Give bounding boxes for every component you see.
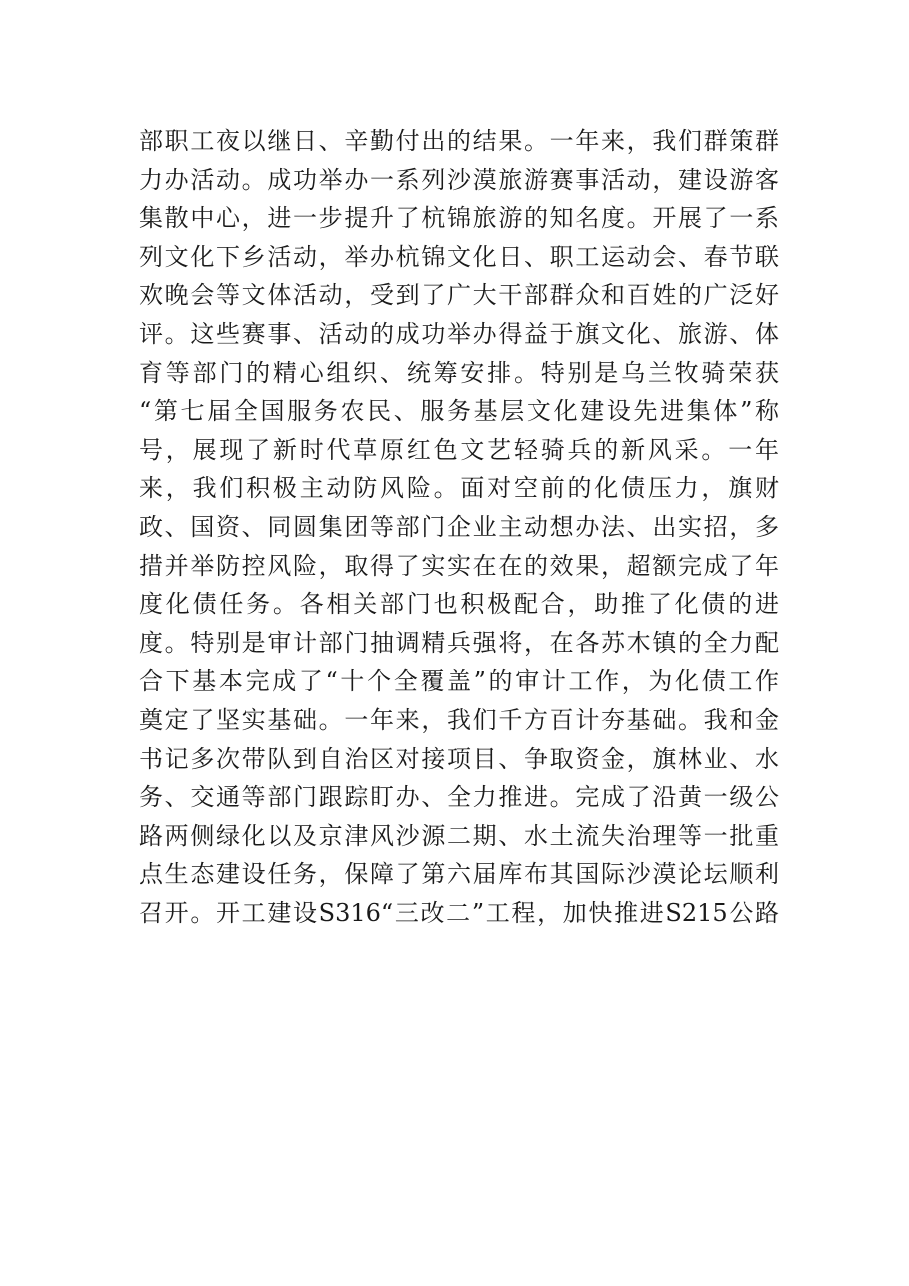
text-line: 合下基本完成了“十个全覆盖”的审计工作，为化债工作 [139, 667, 779, 696]
text-line: 育等部门的精心组织、统筹安排。特别是乌兰牧骑荣获 [139, 358, 779, 387]
text-line: 措并举防控风险，取得了实实在在的效果，超额完成了年 [139, 551, 779, 580]
text-line: “第七届全国服务农民、服务基层文化建设先进集体”称 [139, 397, 779, 426]
text-line: 集散中心，进一步提升了杭锦旅游的知名度。开展了一系 [139, 204, 779, 233]
text-line: 奠定了坚实基础。一年来，我们千方百计夯基础。我和金 [139, 705, 779, 734]
text-line: 来，我们积极主动防风险。面对空前的化债压力，旗财 [139, 474, 779, 503]
body-text [139, 122, 779, 932]
text-line: 召开。开工建设S316“三改二”工程，加快推进S215公路 [139, 898, 779, 927]
text-line: 点生态建设任务，保障了第六届库布其国际沙漠论坛顺利 [139, 860, 779, 889]
text-line: 书记多次带队到自治区对接项目、争取资金，旗林业、水 [139, 744, 779, 773]
text-line: 欢晚会等文体活动，受到了广大干部群众和百姓的广泛好 [139, 281, 779, 310]
text-line: 度。特别是审计部门抽调精兵强将，在各苏木镇的全力配 [139, 628, 779, 657]
text-line: 务、交通等部门跟踪盯办、全力推进。完成了沿黄一级公 [139, 783, 779, 812]
text-line: 评。这些赛事、活动的成功举办得益于旗文化、旅游、体 [139, 319, 779, 348]
text-line: 号，展现了新时代草原红色文艺轻骑兵的新风采。一年 [139, 435, 779, 464]
text-line: 列文化下乡活动，举办杭锦文化日、职工运动会、春节联 [139, 242, 779, 271]
text-line: 度化债任务。各相关部门也积极配合，助推了化债的进 [139, 590, 779, 619]
text-line: 政、国资、同圆集团等部门企业主动想办法、出实招，多 [139, 512, 779, 541]
text-line: 力办活动。成功举办一系列沙漠旅游赛事活动，建设游客 [139, 165, 779, 194]
text-line: 部职工夜以继日、辛勤付出的结果。一年来，我们群策群 [139, 127, 779, 155]
text-line: 路两侧绿化以及京津风沙源二期、水土流失治理等一批重 [139, 821, 779, 850]
